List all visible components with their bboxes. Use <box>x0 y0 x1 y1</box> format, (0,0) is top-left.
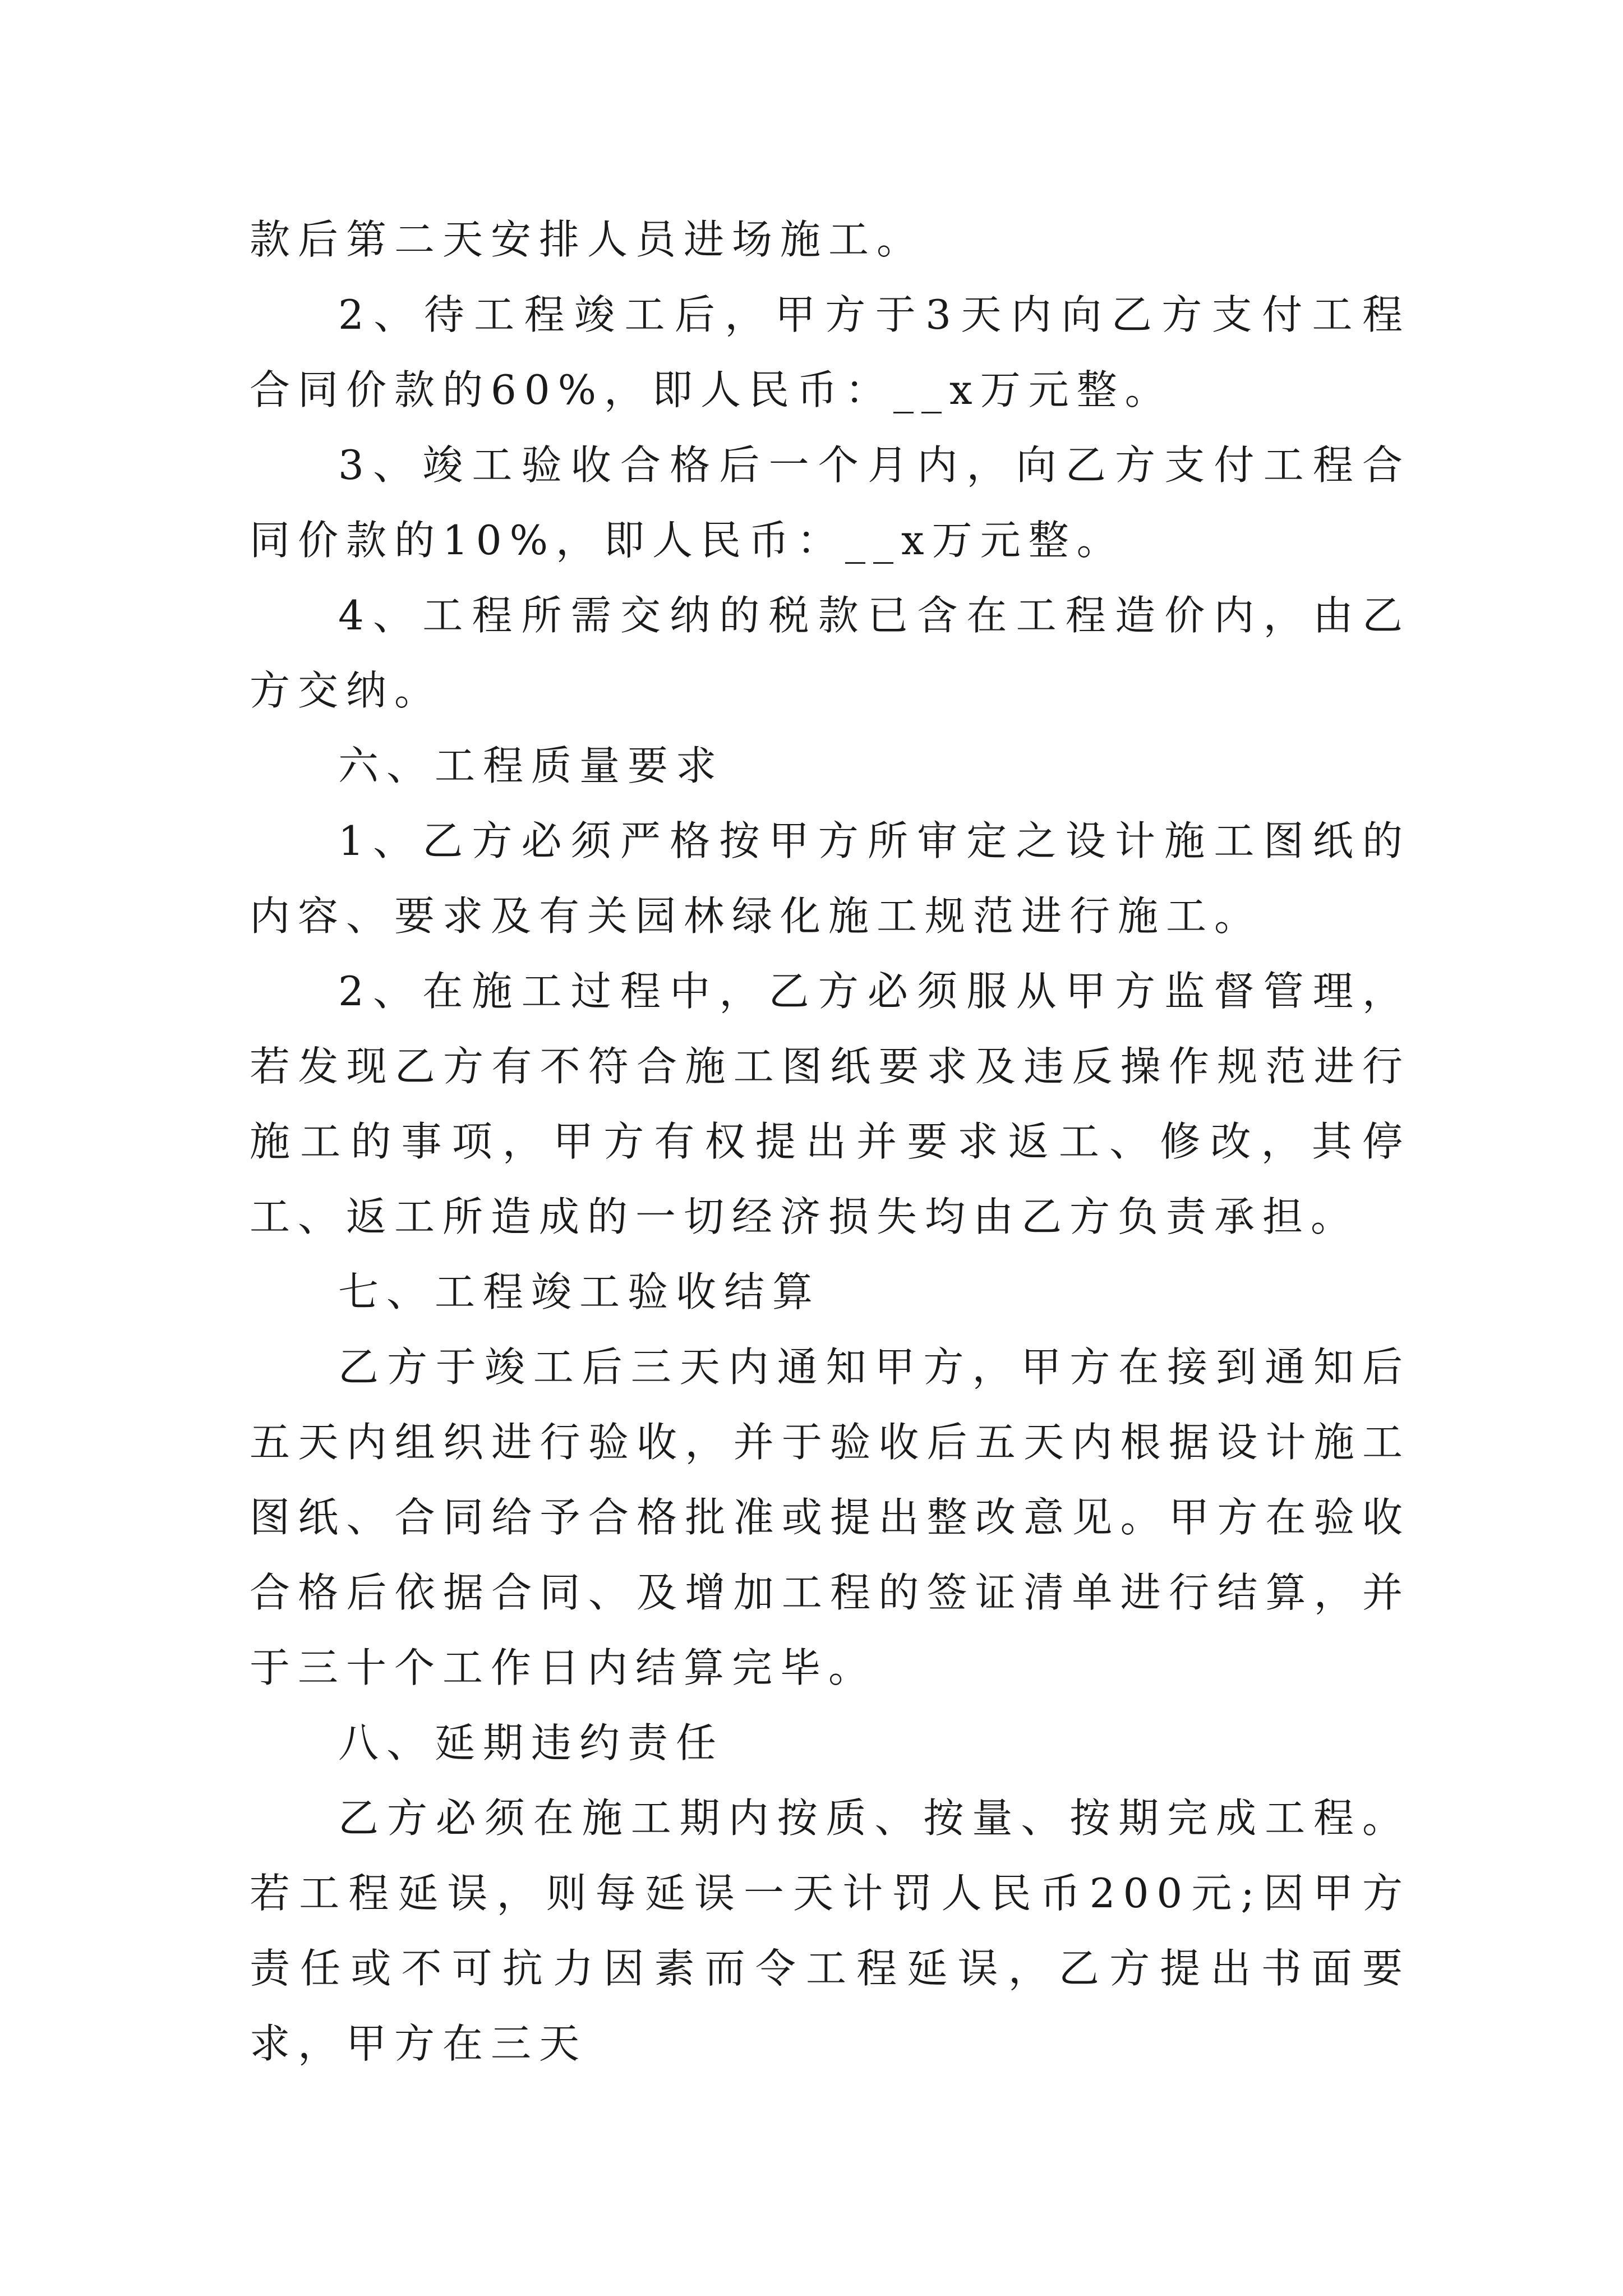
paragraph-tax: 4、工程所需交纳的税款已含在工程造价内，由乙方交纳。 <box>250 592 1410 714</box>
document-body <box>250 202 1410 2081</box>
paragraph-delay: 乙方必须在施工期内按质、按量、按期完成工程。若工程延误，则每延误一天计罚人民币200元;因甲方责任或不可抗力因素而令工程延误，乙方提出书面要求，甲方在三天 <box>250 1795 1410 2067</box>
paragraph-quality-2: 2、在施工过程中，乙方必须服从甲方监督管理，若发现乙方有不符合施工图纸要求及违反操作规范进行施工的事项，甲方有权提出并要求返工、修改，其停工、返工所造成的一切经济损失均由乙方负责承担。 <box>250 968 1410 1240</box>
section-heading-delay: 八、延期违约责任 <box>338 1719 725 1766</box>
paragraph-payment-10: 3、竣工验收合格后一个月内，向乙方支付工程合同价款的10%，即人民币：__x万元整。 <box>250 441 1410 564</box>
paragraph-continuation: 款后第二天安排人员进场施工。 <box>250 216 925 263</box>
section-heading-quality: 六、工程质量要求 <box>338 742 725 789</box>
paragraph-quality-1: 1、乙方必须严格按甲方所审定之设计施工图纸的内容、要求及有关园林绿化施工规范进行施工。 <box>250 817 1410 940</box>
paragraph-payment-60: 2、待工程竣工后，甲方于3天内向乙方支付工程合同价款的60%，即人民币：__x万元整。 <box>250 291 1410 413</box>
section-heading-acceptance: 七、工程竣工验收结算 <box>338 1268 821 1315</box>
paragraph-acceptance: 乙方于竣工后三天内通知甲方，甲方在接到通知后五天内组织进行验收，并于验收后五天内根据设计施工图纸、合同给予合格批准或提出整改意见。甲方在验收合格后依据合同、及增加工程的签证清单进行结算，并于三十个工作日内结算完毕。 <box>250 1343 1410 1691</box>
